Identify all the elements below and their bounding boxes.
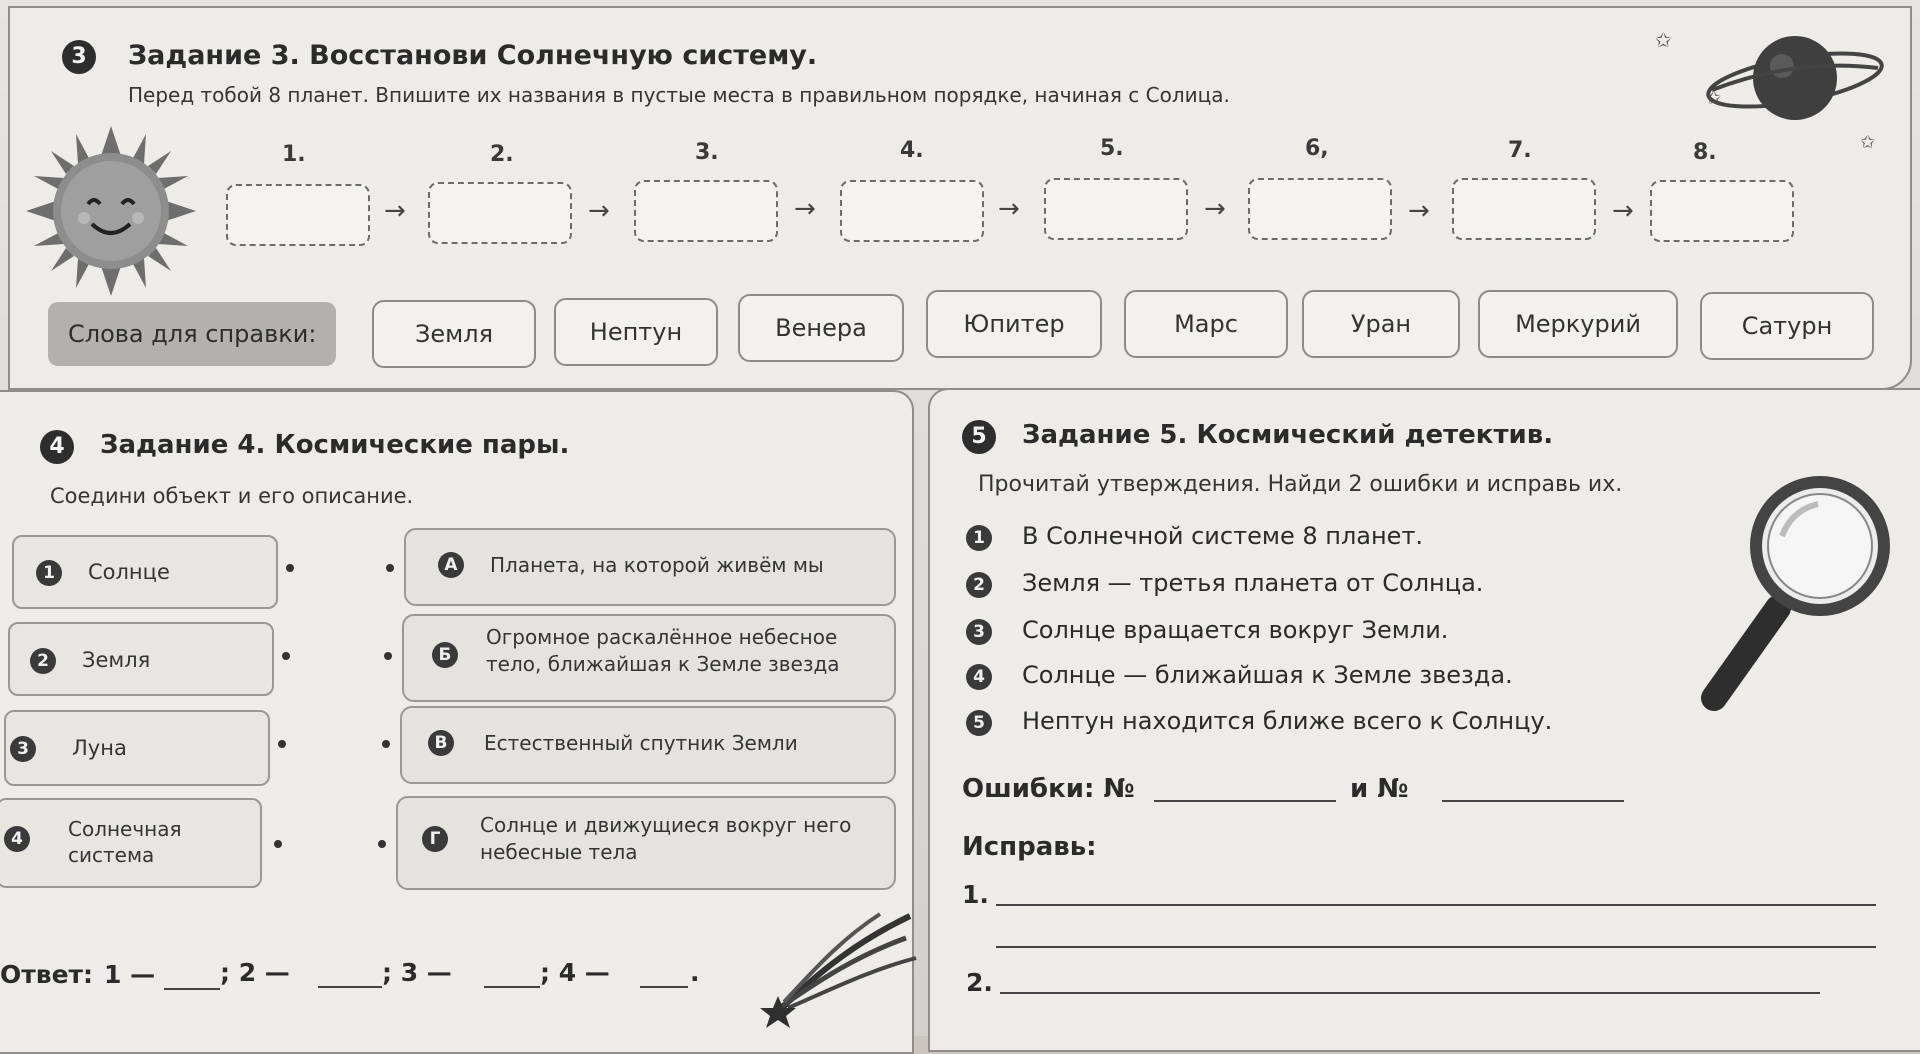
arrow: → — [1204, 194, 1226, 224]
order-number: 3. — [695, 140, 719, 165]
planet-slot-1[interactable] — [226, 184, 370, 246]
statement-number: 3 — [966, 619, 992, 645]
description-text: Естественный спутник Земли — [484, 731, 798, 755]
fix-blank[interactable] — [996, 904, 1876, 906]
order-number: 7. — [1508, 138, 1532, 163]
statement-text: Солнце — ближайшая к Земле звезда. — [1022, 661, 1513, 689]
statement-number: 2 — [966, 572, 992, 598]
connect-dot[interactable] — [282, 652, 290, 660]
fix-line-number: 1. — [962, 880, 989, 909]
description-letter: А — [438, 552, 464, 578]
order-number: 8. — [1693, 140, 1717, 165]
connect-dot[interactable] — [386, 564, 394, 572]
task3-instruction: Перед тобой 8 планет. Впишите их названия в пустые места в правильном порядке, начиная с Солица. — [128, 83, 1230, 107]
statement-text: Нептун находится ближе всего к Солнцу. — [1022, 707, 1553, 735]
task5-badge: 5 — [962, 420, 996, 454]
object-number: 1 — [36, 560, 62, 586]
word-chip[interactable]: Нептун — [554, 298, 718, 366]
arrow: → — [794, 194, 816, 224]
star-icon: ✩ — [1860, 132, 1876, 153]
planet-slot-2[interactable] — [428, 182, 572, 244]
error-blank[interactable] — [1154, 800, 1336, 802]
statement-number: 4 — [966, 664, 992, 690]
word-chip[interactable]: Юпитер — [926, 290, 1102, 358]
connect-dot[interactable] — [278, 740, 286, 748]
planet-slot-6[interactable] — [1248, 178, 1392, 240]
errors-and: и № — [1350, 774, 1409, 804]
answer-part: ; 3 — — [382, 958, 452, 987]
magnifier-icon — [1700, 476, 1900, 716]
errors-label: Ошибки: № — [962, 774, 1135, 804]
arrow: → — [588, 196, 610, 226]
fix-label: Исправь: — [962, 832, 1097, 862]
arrow: → — [384, 196, 406, 226]
planet-slot-3[interactable] — [634, 180, 778, 242]
word-chip[interactable]: Меркурий — [1478, 290, 1678, 358]
description-letter: Б — [432, 642, 458, 668]
object-label: Солнце — [88, 560, 170, 584]
answer-part: ; 4 — — [540, 958, 610, 987]
object-label: Луна — [72, 736, 127, 760]
order-number: 6, — [1305, 136, 1329, 161]
arrow: → — [998, 194, 1020, 224]
connect-dot[interactable] — [384, 652, 392, 660]
task4-badge: 4 — [40, 430, 74, 464]
planet-slot-7[interactable] — [1452, 178, 1596, 240]
statement-number: 5 — [966, 710, 992, 736]
planet-slot-4[interactable] — [840, 180, 984, 242]
answer-blank[interactable] — [318, 986, 382, 988]
connect-dot[interactable] — [382, 740, 390, 748]
error-blank[interactable] — [1442, 800, 1624, 802]
task3-title: Задание 3. Восстанови Солнечную систему. — [128, 40, 818, 71]
statement-text: Земля — третья планета от Солнца. — [1022, 569, 1484, 597]
task5-title: Задание 5. Космический детектив. — [1022, 420, 1554, 450]
fix-blank[interactable] — [1000, 992, 1820, 994]
planet-slot-8[interactable] — [1650, 180, 1794, 242]
object-number: 2 — [30, 648, 56, 674]
word-chip[interactable]: Венера — [738, 294, 904, 362]
planet-icon — [1700, 18, 1890, 138]
task3-badge: 3 — [62, 40, 96, 74]
reference-label: Слова для справки: — [48, 302, 336, 366]
answer-blank[interactable] — [164, 988, 220, 990]
order-number: 4. — [900, 138, 924, 163]
planet-slot-5[interactable] — [1044, 178, 1188, 240]
task5-instruction: Прочитай утверждения. Найди 2 ошибки и исправь их. — [978, 472, 1623, 497]
description-text: Огромное раскалённое небесное тело, ближайшая к Земле звезда — [486, 625, 840, 676]
answer-part: . — [690, 958, 700, 987]
arrow: → — [1408, 196, 1430, 226]
description-text: Планета, на которой живём мы — [490, 553, 824, 577]
star-icon: ✩ — [1655, 28, 1672, 52]
object-number: 3 — [10, 736, 36, 762]
answer-part: ; 2 — — [220, 958, 290, 987]
order-number: 2. — [490, 142, 514, 167]
word-chip[interactable]: Земля — [372, 300, 536, 368]
answer-part: 1 — — [104, 960, 156, 989]
object-number: 4 — [4, 826, 30, 852]
description-letter: В — [428, 730, 454, 756]
task4-instruction: Соедини объект и его описание. — [50, 484, 414, 508]
arrow: → — [1612, 196, 1634, 226]
statement-text: В Солнечной системе 8 планет. — [1022, 522, 1424, 550]
task4-title: Задание 4. Космические пары. — [100, 430, 570, 460]
star-icon: ✩ — [1706, 88, 1722, 109]
object-label: Земля — [82, 648, 151, 672]
connect-dot[interactable] — [378, 840, 386, 848]
sun-icon — [26, 126, 196, 296]
word-chip[interactable]: Уран — [1302, 290, 1460, 358]
fix-blank[interactable] — [996, 946, 1876, 948]
description-letter: Г — [422, 826, 448, 852]
connect-dot[interactable] — [274, 840, 282, 848]
description-text: Солнце и движущиеся вокруг него небесные тела — [480, 813, 852, 864]
order-number: 1. — [282, 142, 306, 167]
comet-icon — [760, 910, 920, 1028]
statement-text: Солнце вращается вокруг Земли. — [1022, 616, 1449, 644]
object-box[interactable] — [4, 710, 270, 786]
object-label: Солнечная система — [68, 817, 182, 867]
statement-number: 1 — [966, 525, 992, 551]
connect-dot[interactable] — [286, 564, 294, 572]
answer-label: Ответ: — [0, 960, 94, 989]
word-chip[interactable]: Сатурн — [1700, 292, 1874, 360]
fix-line-number: 2. — [966, 968, 993, 997]
word-chip[interactable]: Марс — [1124, 290, 1288, 358]
order-number: 5. — [1100, 136, 1124, 161]
answer-blank[interactable] — [640, 986, 688, 988]
answer-blank[interactable] — [484, 986, 540, 988]
